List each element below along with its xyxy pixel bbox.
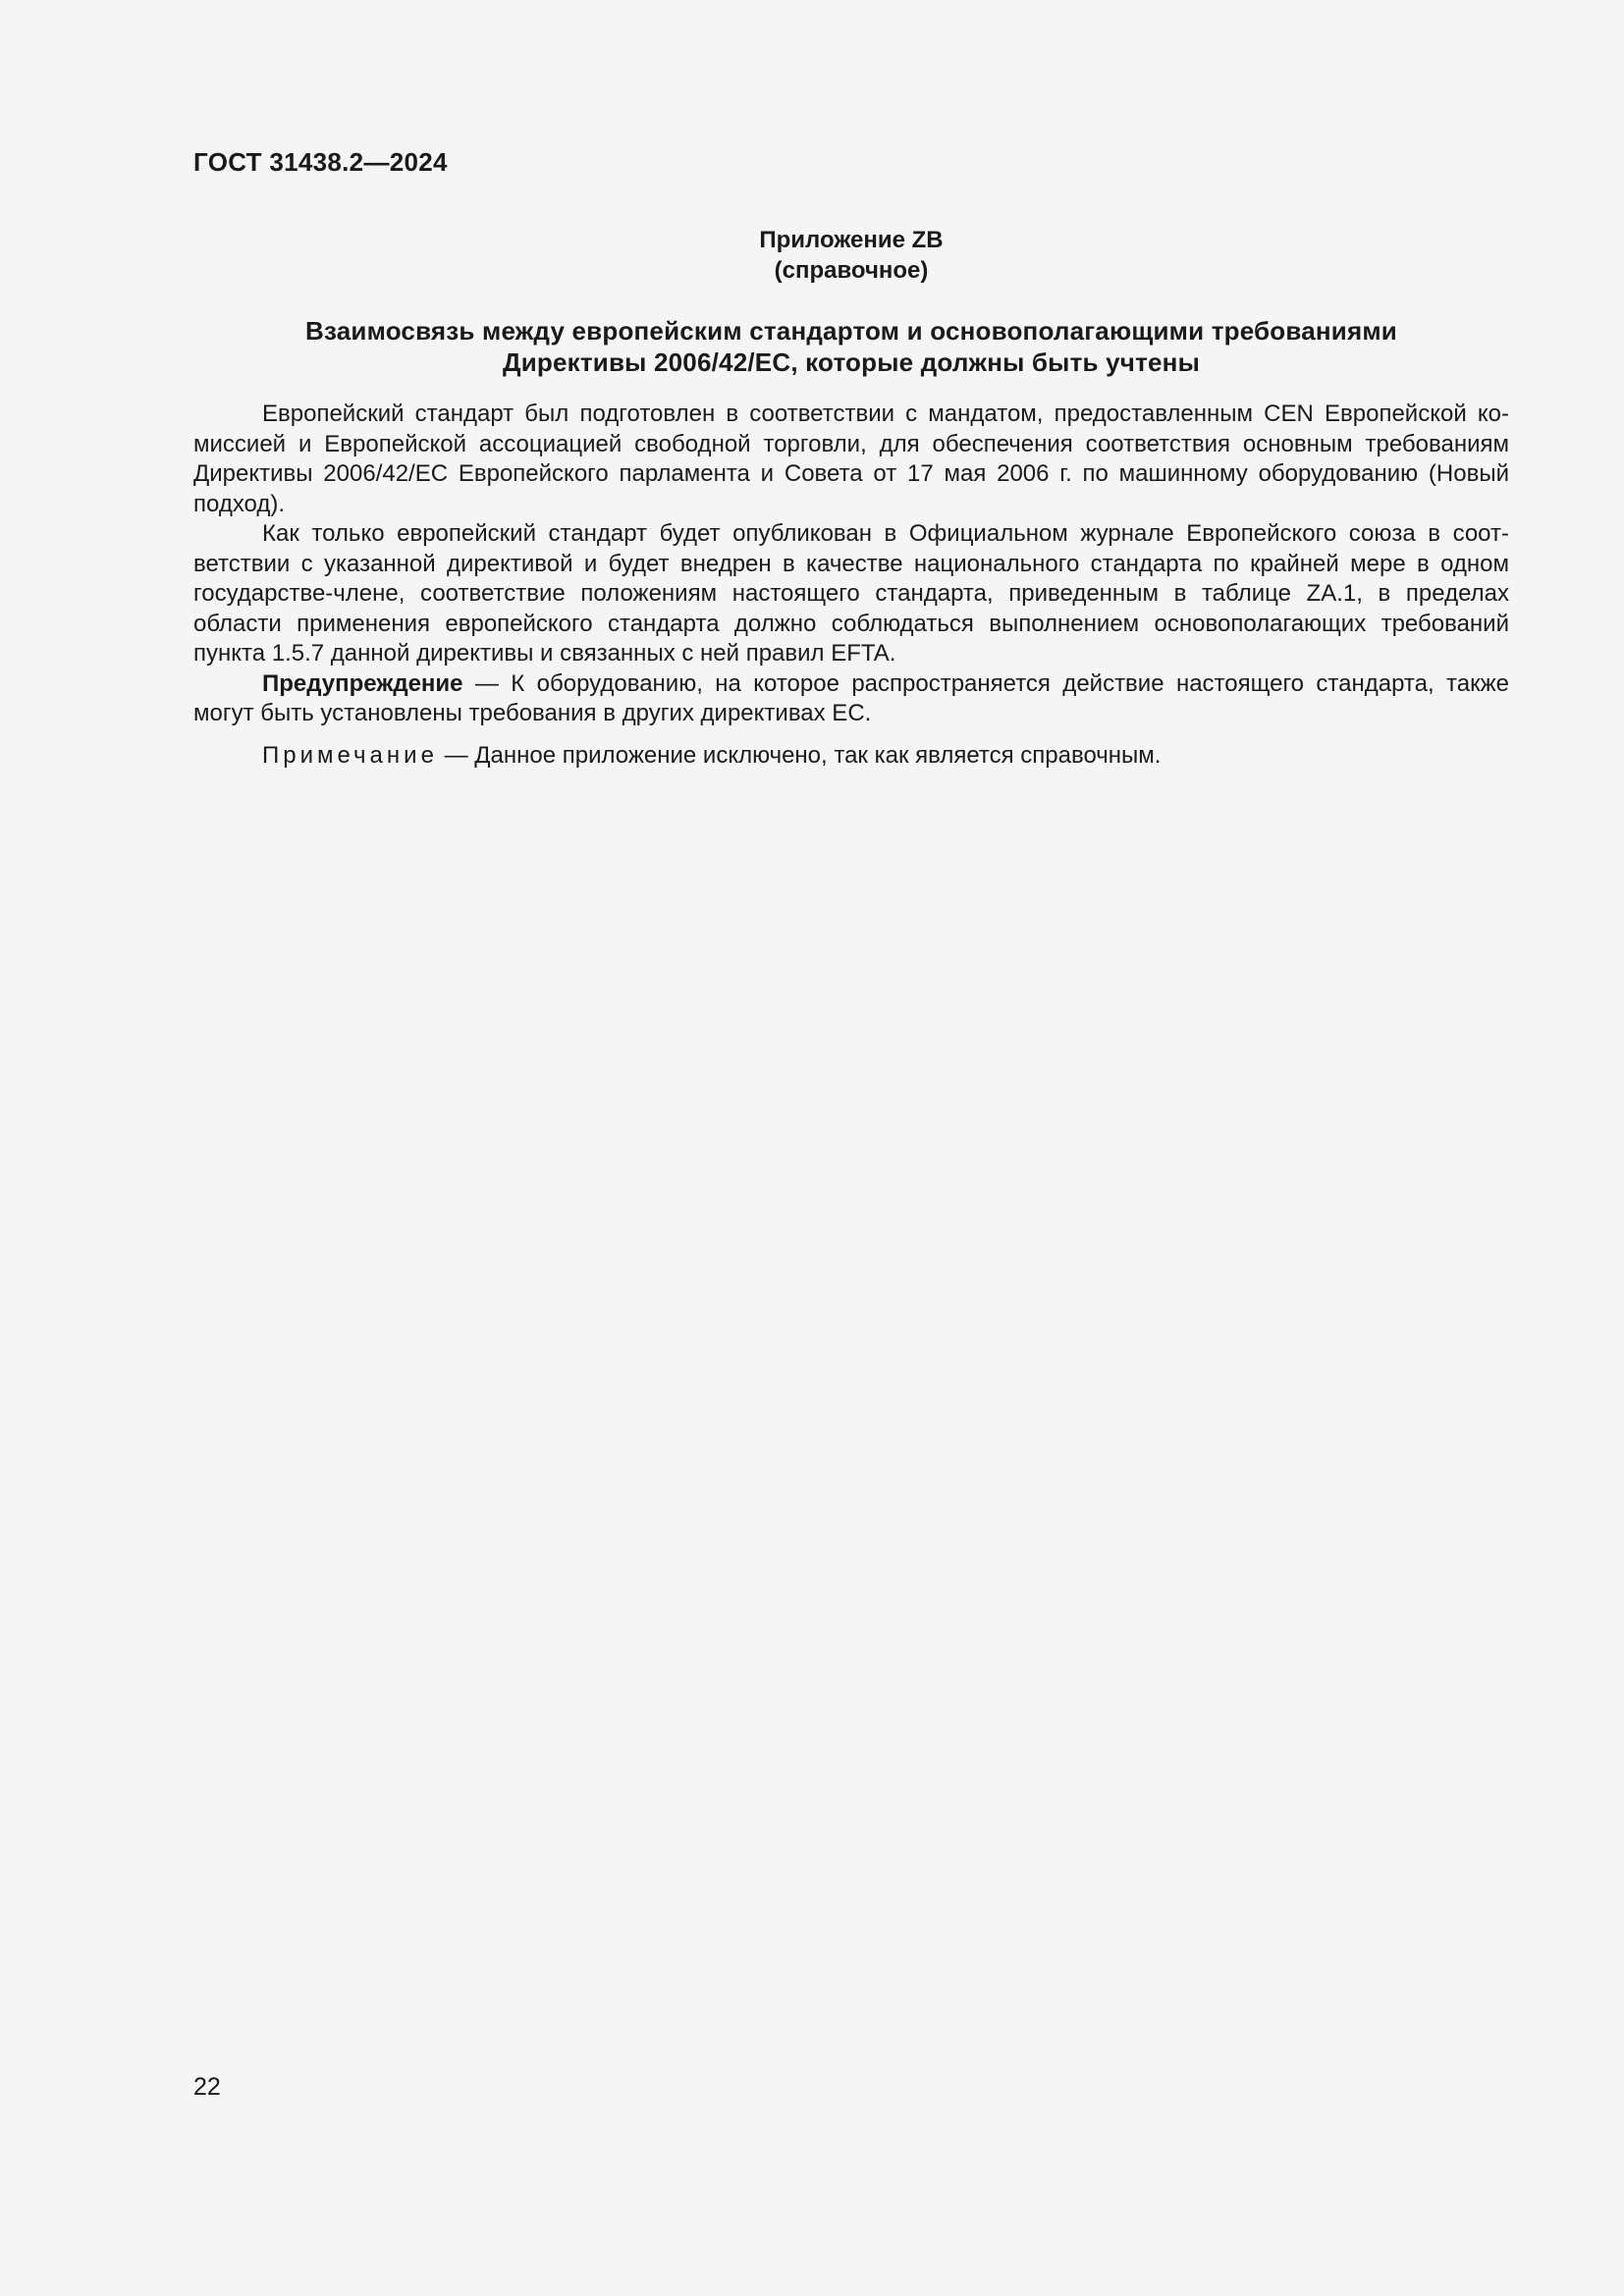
appendix-title-line-2: Директивы 2006/42/ЕС, которые должны быть учтены <box>503 347 1200 377</box>
appendix-label: Приложение ZB <box>759 227 944 253</box>
warning-paragraph <box>193 669 1509 729</box>
note-paragraph <box>193 741 1509 772</box>
note-label: Примечание <box>262 741 438 769</box>
appendix-heading <box>193 225 1509 286</box>
document-body <box>193 400 1509 771</box>
warning-label: Предупреждение <box>262 669 463 697</box>
page-number: 22 <box>193 2073 221 2101</box>
appendix-title <box>193 315 1509 378</box>
warning-text: — К оборудованию, на которое распространяется действие настоящего стандарта, также могут быть установлены требования в других директивах ЕС. <box>193 669 1509 726</box>
body-paragraph: Европейский стандарт был подготовлен в соответствии с мандатом, предоставленным CEN Европейской комиссией и Европейской ассоциацией свободной торговли, для обеспечения соответствия основным требованиям Директивы 2006/42/ЕС Европейского парламента и Совета от 17 мая 2006 г. по машинному оборудованию (Новый подход). <box>193 400 1509 517</box>
body-paragraph: Как только европейский стандарт будет опубликован в Официальном журнале Европейского союза в соответствии с указанной директивой и будет внедрен в качестве национального стандарта по крайней мере в одном государстве-члене, соответствие положениям настоящего стандарта, приведенным в таблице ZA.1, в пределах области применения европейского стандарта должно соблюдаться выполнением основополагающих требований пункта 1.5.7 данной директивы и связанных с ней правил EFTA. <box>193 520 1509 667</box>
appendix-type: (справочное) <box>774 257 929 284</box>
note-text: — Данное приложение исключено, так как является справочным. <box>437 741 1162 769</box>
document-header: ГОСТ 31438.2—2024 <box>193 147 448 177</box>
appendix-title-line-1: Взаимосвязь между европейским стандартом и основополагающими требованиями <box>305 316 1397 346</box>
